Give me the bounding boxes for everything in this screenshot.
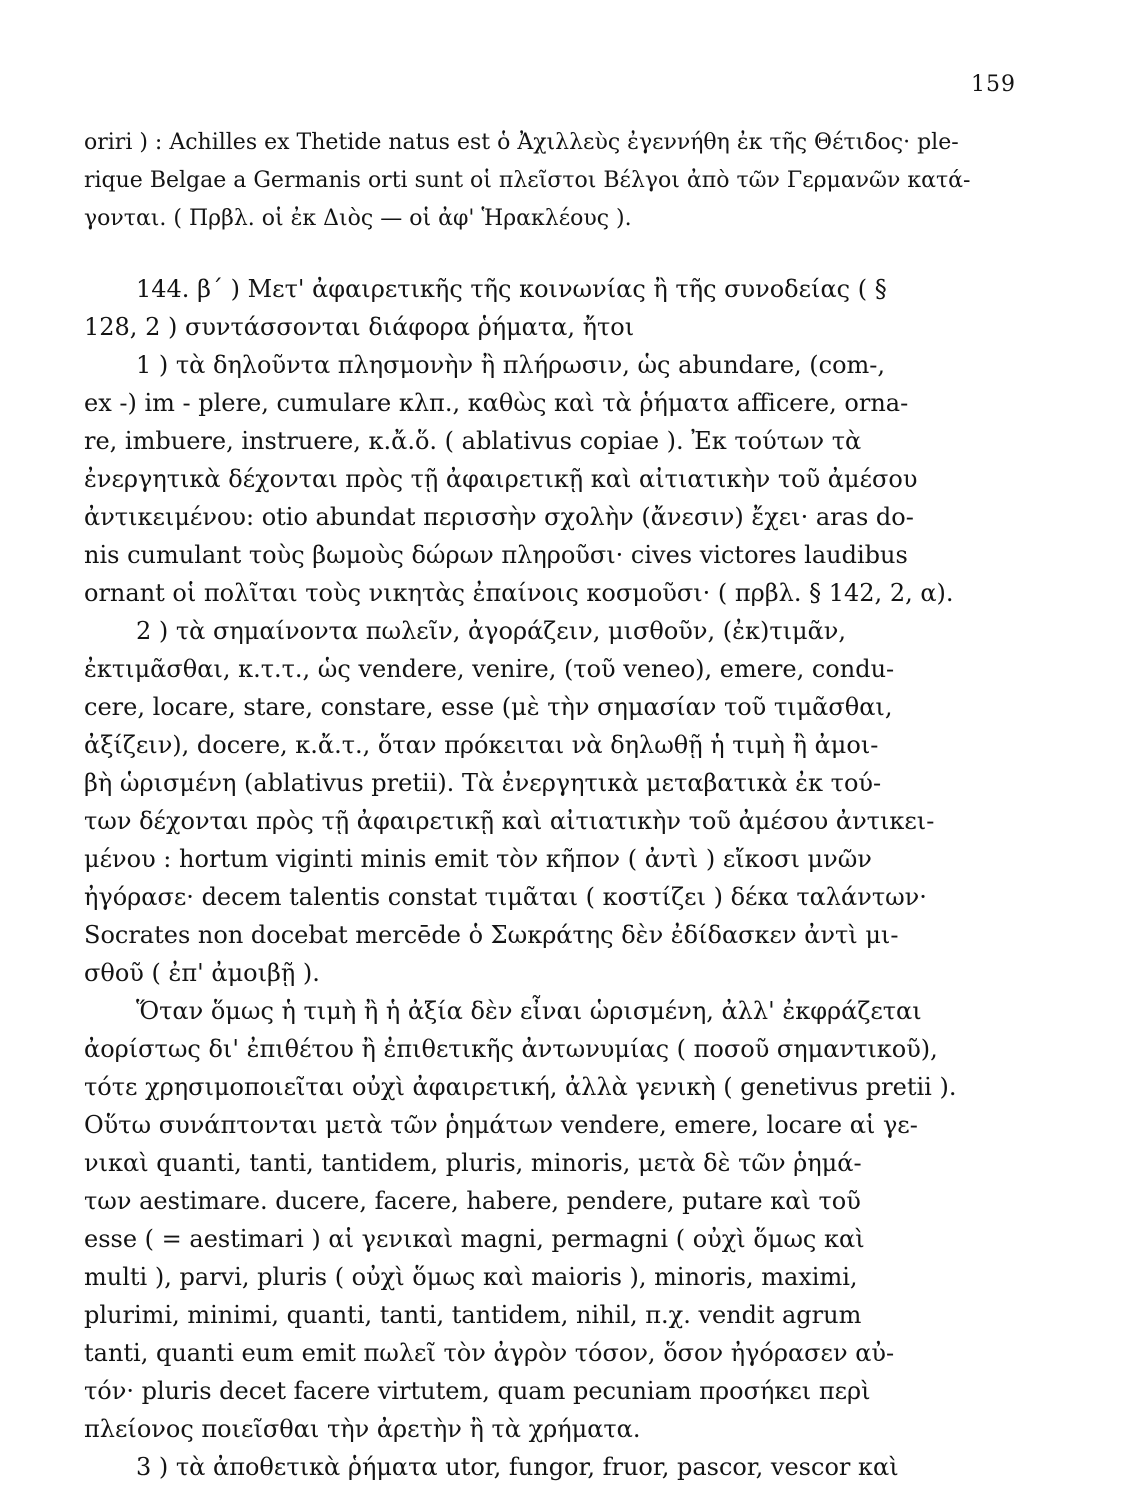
text-line: ornant οἱ πολῖται τοὺς νικητὰς ἐπαίνοις κοσμοῦσι· ( πρβλ. § 142, 2, α). [84,579,954,607]
text-line: re, imbuere, instruere, κ.ἄ.ὅ. ( ablativus copiae ). Ἐκ τούτων τὰ [84,427,862,455]
text-line: oriri ) : Achilles ex Thetide natus est ὁ Ἀχιλλεὺς ἐγεννήθη ἐκ τῆς Θέτιδος· ple- [84,130,959,155]
page-number: 159 [971,72,1016,97]
text-line: πλείονος ποιεῖσθαι τὴν ἀρετὴν ἢ τὰ χρήματα. [84,1415,641,1443]
text-line: ἀντικειμένου: otio abundat περισσὴν σχολὴν (ἄνεσιν) ἔχει· aras do- [84,503,914,531]
text-line: μένου : hortum viginti minis emit τὸν κῆπον ( ἀντὶ ) εἴκοσι μνῶν [84,845,872,873]
text-line: Ὅταν ὅμως ἡ τιμὴ ἢ ἡ ἀξία δὲν εἶναι ὡρισμένη, ἀλλ' ἐκφράζεται [136,997,922,1025]
text-line: 1 ) τὰ δηλοῦντα πλησμονὴν ἢ πλήρωσιν, ὡς abundare, (com-, [136,351,886,379]
text-line: των aestimare. ducere, facere, habere, pendere, putare καὶ τοῦ [84,1187,861,1215]
text-line: esse ( = aestimari ) αἱ γενικαὶ magni, permagni ( οὐχὶ ὅμως καὶ [84,1225,865,1253]
text-line: τόν· pluris decet facere virtutem, quam pecuniam προσήκει περὶ [84,1377,871,1405]
text-line: βὴ ὡρισμένη (ablativus pretii). Τὰ ἐνεργητικὰ μεταβατικὰ ἐκ τού- [84,769,882,797]
text-line: ἀξίζειν), docere, κ.ἄ.τ., ὅταν πρόκειται νὰ δηλωθῇ ἡ τιμὴ ἢ ἀμοι- [84,731,879,759]
text-line: Socrates non docebat mercēde ὁ Σωκράτης δὲν ἐδίδασκεν ἀντὶ μι- [84,921,899,949]
text-line: νικαὶ quanti, tanti, tantidem, pluris, minoris, μετὰ δὲ τῶν ῥημά- [84,1149,862,1177]
text-line: Οὕτω συνάπτονται μετὰ τῶν ῥημάτων vendere, emere, locare αἱ γε- [84,1111,918,1139]
text-line: ἠγόρασε· decem talentis constat τιμᾶται ( κοστίζει ) δέκα ταλάντων· [84,883,927,911]
text-line: cere, locare, stare, constare, esse (μὲ τὴν σημασίαν τοῦ τιμᾶσθαι, [84,693,893,721]
text-line: ἐκτιμᾶσθαι, κ.τ.τ., ὡς vendere, venire, (τοῦ veneo), emere, condu- [84,655,895,683]
text-line: 2 ) τὰ σημαίνοντα πωλεῖν, ἀγοράζειν, μισθοῦν, (ἐκ)τιμᾶν, [136,617,847,645]
text-line: σθοῦ ( ἐπ' ἀμοιβῇ ). [84,959,320,987]
text-line: plurimi, minimi, quanti, tanti, tantidem, nihil, π.χ. vendit agrum [84,1301,862,1329]
text-line: ἀορίστως δι' ἐπιθέτου ἢ ἐπιθετικῆς ἀντωνυμίας ( ποσοῦ σημαντικοῦ), [84,1035,938,1063]
text-line: γονται. ( Πρβλ. οἱ ἐκ Διὸς — οἱ ἀφ' Ἡρακλέους ). [84,206,632,231]
document-text [84,124,1008,1486]
text-line: multi ), parvi, pluris ( οὐχὶ ὅμως καὶ maioris ), minoris, maximi, [84,1263,858,1291]
text-line: nis cumulant τοὺς βωμοὺς δώρων πληροῦσι· cives victores laudibus [84,541,908,569]
text-line: rique Belgae a Germanis orti sunt οἱ πλεῖστοι Βέλγοι ἀπὸ τῶν Γερμανῶν κατά- [84,168,971,193]
text-line: ex -) im - plere, cumulare κλπ., καθὼς καὶ τὰ ῥήματα afficere, orna- [84,389,909,417]
text-line: ἐνεργητικὰ δέχονται πρὸς τῇ ἀφαιρετικῇ καὶ αἰτιατικὴν τοῦ ἀμέσου [84,465,918,493]
text-line: 3 ) τὰ ἀποθετικὰ ῥήματα utor, fungor, fruor, pascor, vescor καὶ [136,1453,899,1481]
text-line: των δέχονται πρὸς τῇ ἀφαιρετικῇ καὶ αἰτιατικὴν τοῦ ἀμέσου ἀντικει- [84,807,935,835]
section-heading-144: 144. β΄ ) Μετ' ἀφαιρετικῆς τῆς κοινωνίας ἢ τῆς συνοδείας ( § [136,275,887,303]
text-line: 128, 2 ) συντάσσονται διάφορα ῥήματα, ἤτοι [84,313,635,341]
text-line: tanti, quanti eum emit πωλεῖ τὸν ἀγρὸν τόσον, ὅσον ἠγόρασεν αὐ- [84,1339,895,1367]
text-line: τότε χρησιμοποιεῖται οὐχὶ ἀφαιρετική, ἀλλὰ γενικὴ ( genetivus pretii ). [84,1073,957,1101]
